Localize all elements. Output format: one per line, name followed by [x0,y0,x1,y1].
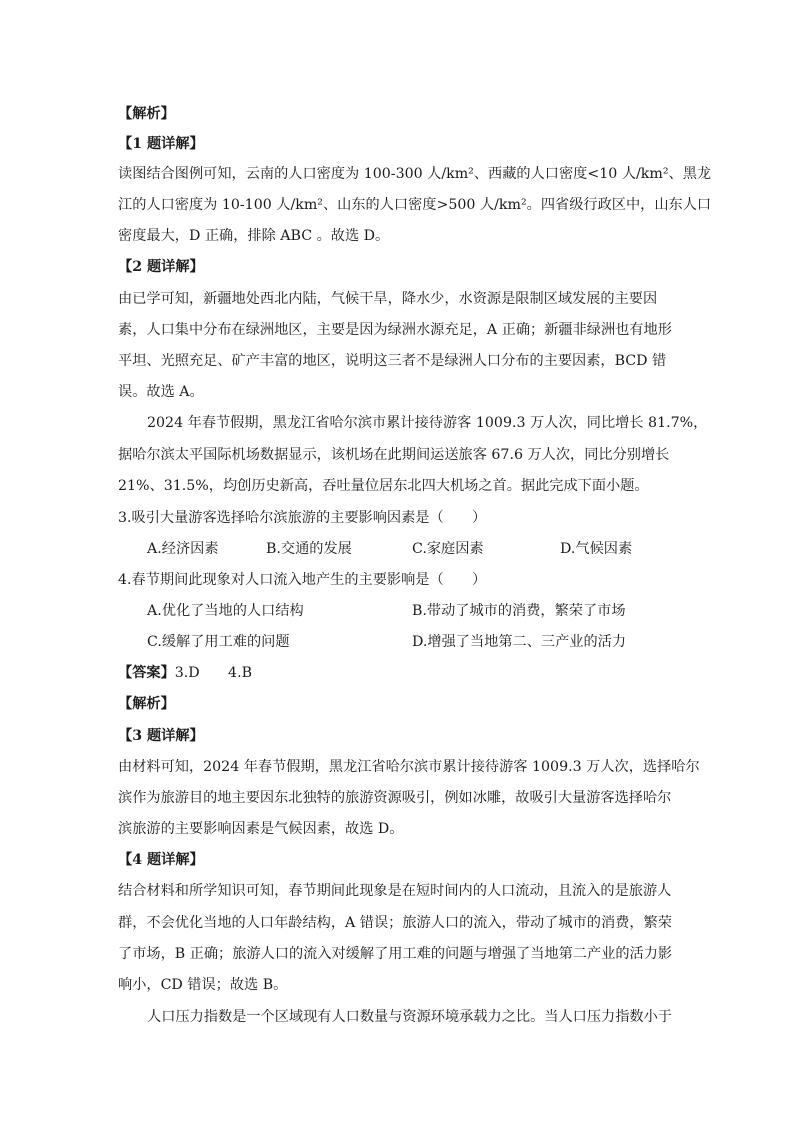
q2-text-line: 由已学可知，新疆地处西北内陆，气候干旱，降水少，水资源是限制区域发展的主要因 [118,291,658,307]
q4-text-line: 群，不会优化当地的人口年龄结构，A 错误；旅游人口的流入，带动了城市的消费，繁荣 [118,915,672,931]
q3-text-line: 滨旅游的主要影响因素是气候因素，故选 D。 [118,821,404,837]
answer-label: 【答案】 [118,665,175,681]
q2-text-line: 误。故选 A。 [118,384,204,400]
q3-text-line: 滨作为旅游目的地主要因东北独特的旅游资源吸引，例如冰雕，故吸引大量游客选择哈尔 [118,790,672,806]
next-material-line: 人口压力指数是一个区域现有人口数量与资源环境承载力之比。当人口压力指数小于 [147,1009,672,1025]
q3-option-b: B.交通的发展 [266,541,352,557]
q3-detail-heading: 【3 题详解】 [118,728,204,744]
q1-detail-heading: 【1 题详解】 [118,136,204,152]
q4-option-a: A.优化了当地的人口结构 [147,603,304,619]
question-4-stem: 4.春节期间此现象对人口流入地产生的主要影响是（ ） [118,572,487,588]
q2-text-line: 平坦、光照充足、矿产丰富的地区，说明这三者不是绿洲人口分布的主要因素，BCD 错 [118,353,667,369]
question-3-stem: 3.吸引大量游客选择哈尔滨旅游的主要影响因素是（ ） [118,510,487,526]
q1-text-line: 密度最大，D 正确，排除 ABC 。故选 D。 [118,228,390,244]
q1-text-line: 读图结合图例可知，云南的人口密度为 100-300 人/km²、西藏的人口密度<10 人/km²、黑龙 [118,166,712,182]
q4-text-line: 响小，CD 错误；故选 B。 [118,977,288,993]
q4-detail-heading: 【4 题详解】 [118,852,204,868]
answer-line [118,663,252,683]
answer-values: 3.D 4.B [174,665,253,681]
q1-text-line: 江的人口密度为 10-100 人/km²、山东的人口密度>500 人/km²。四省级行政区中，山东人口 [118,197,712,213]
q4-text-line: 了市场，B 正确；旅游人口的流入对缓解了用工难的问题与增强了当地第二产业的活力影 [118,946,673,962]
q3-text-line: 由材料可知，2024 年春节假期，黑龙江省哈尔滨市累计接待游客 1009.3 万人次，选择哈尔 [118,759,700,775]
q3-option-d: D.气候因素 [560,541,633,557]
material-text-line: 21%、31.5%，均创历史新高，吞吐量位居东北四大机场之首。据此完成下面小题。 [118,478,649,494]
q4-option-d: D.增强了当地第二、三产业的活力 [412,634,627,650]
q3-option-a: A.经济因素 [147,541,219,557]
analysis-heading: 【解析】 [118,696,175,712]
q4-option-b: B.带动了城市的消费，繁荣了市场 [412,603,626,619]
material-text-line: 据哈尔滨太平国际机场数据显示，该机场在此期间运送旅客 67.6 万人次，同比分别增长 [118,447,670,463]
q4-option-c: C.缓解了用工难的问题 [147,634,290,650]
analysis-heading: 【解析】 [118,106,175,122]
material-text-line: 2024 年春节假期，黑龙江省哈尔滨市累计接待游客 1009.3 万人次，同比增长 81.7%， [147,415,708,431]
q3-option-c: C.家庭因素 [412,541,484,557]
q2-text-line: 素，人口集中分布在绿洲地区，主要是因为绿洲水源充足，A 正确；新疆非绿洲也有地形 [118,322,672,338]
q2-detail-heading: 【2 题详解】 [118,259,204,275]
q4-text-line: 结合材料和所学知识可知，春节期间此现象是在短时间内的人口流动，且流入的是旅游人 [118,883,672,899]
